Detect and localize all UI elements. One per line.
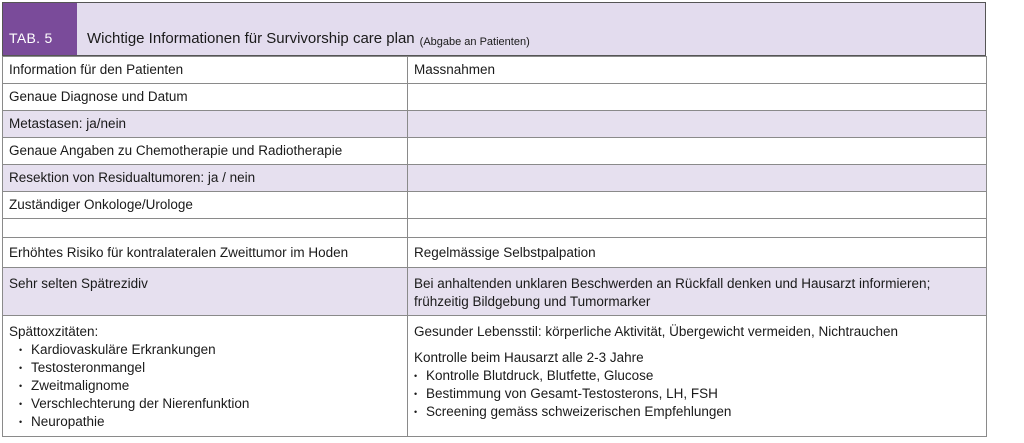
table-row — [3, 138, 987, 165]
list-item: • Bestimmung von Gesamt-Testosterons, LH, FSH — [414, 385, 980, 403]
row-information-cell: Metastasen: ja/nein — [3, 111, 408, 138]
toxicity-heading: Spättoxzitäten: — [9, 324, 99, 339]
checkup-heading: Kontrolle beim Hausarzt alle 2-3 Jahre — [414, 350, 644, 365]
table-row — [3, 84, 987, 111]
toxicity-list — [9, 341, 401, 431]
column-header-measures: Massnahmen — [408, 57, 987, 84]
list-item: • Verschlechterung der Nierenfunktion — [19, 395, 401, 413]
column-header-information: Information für den Patienten — [3, 57, 408, 84]
row-measures-cell — [408, 165, 987, 192]
list-item: • Kardiovaskuläre Erkrankungen — [19, 341, 401, 359]
list-item: • Kontrolle Blutdruck, Blutfette, Glucose — [414, 367, 980, 385]
table-row — [3, 165, 987, 192]
row-information-cell — [3, 316, 408, 437]
row-measures-cell — [408, 192, 987, 219]
row-information-cell: Genaue Diagnose und Datum — [3, 84, 408, 111]
list-item: • Neuropathie — [19, 413, 401, 431]
row-measures-cell — [408, 84, 987, 111]
row-measures-cell — [408, 138, 987, 165]
row-measures-cell: Regelmässige Selbstpalpation — [408, 238, 987, 268]
table-row — [3, 111, 987, 138]
row-information-cell: Sehr selten Spätrezidiv — [3, 268, 408, 316]
row-information-cell: Zuständiger Onkologe/Urologe — [3, 192, 408, 219]
table-title — [77, 3, 530, 55]
checkup-list — [414, 367, 980, 421]
measure-line: Bei anhaltenden unklaren Beschwerden an Rückfall denken und Hausarzt informieren; — [414, 276, 931, 291]
table-title-text: Wichtige Informationen für Survivorship care plan — [87, 30, 415, 47]
spacer-cell-left — [3, 219, 408, 238]
table-number-label: TAB. 5 — [3, 3, 77, 55]
lifestyle-text: Gesunder Lebensstil: körperliche Aktivität, Übergewicht vermeiden, Nichtrauchen — [414, 324, 898, 339]
care-plan-table — [2, 56, 987, 437]
table-row — [3, 192, 987, 219]
row-measures-cell — [408, 268, 987, 316]
measure-line: frühzeitig Bildgebung und Tumormarker — [414, 294, 651, 309]
spacer-cell-right — [408, 219, 987, 238]
spacer-row — [3, 219, 987, 238]
table-row — [3, 268, 987, 316]
table-title-note: (Abgabe an Patienten) — [419, 36, 530, 48]
row-information-cell: Genaue Angaben zu Chemotherapie und Radiotherapie — [3, 138, 408, 165]
table-row — [3, 238, 987, 268]
row-information-cell: Erhöhtes Risiko für kontralateralen Zweittumor im Hoden — [3, 238, 408, 268]
list-item: • Zweitmalignome — [19, 377, 401, 395]
header-row — [3, 57, 987, 84]
row-measures-cell — [408, 316, 987, 437]
row-information-cell: Resektion von Residualtumoren: ja / nein — [3, 165, 408, 192]
info-table — [2, 2, 986, 437]
table-title-bar — [2, 2, 986, 56]
list-item: • Testosteronmangel — [19, 359, 401, 377]
row-measures-cell — [408, 111, 987, 138]
table-row — [3, 316, 987, 437]
list-item: • Screening gemäss schweizerischen Empfehlungen — [414, 403, 980, 421]
